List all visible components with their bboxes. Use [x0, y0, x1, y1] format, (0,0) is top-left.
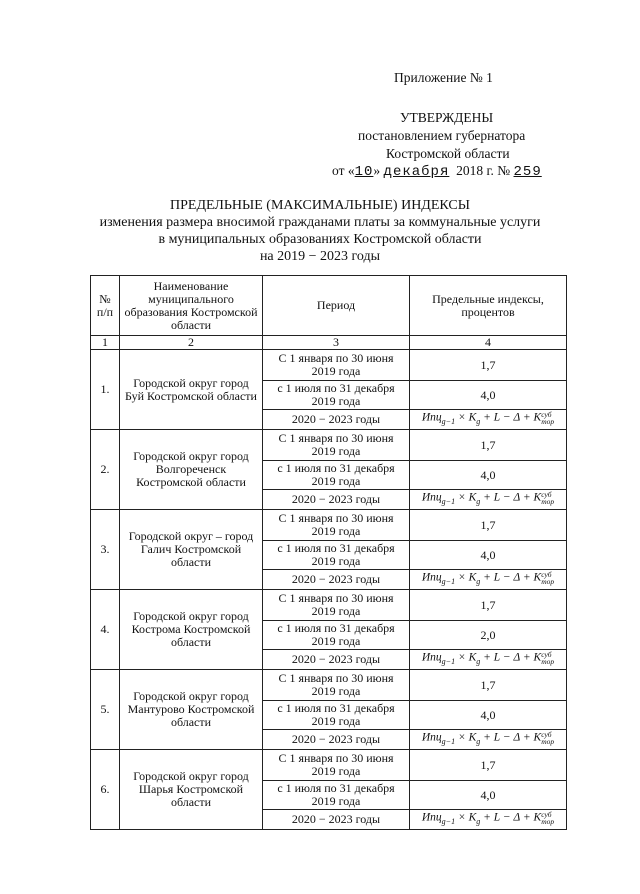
- formula-rest: + L − Δ + K: [483, 411, 542, 424]
- formula-sub: тор: [541, 497, 555, 507]
- column-number: 2: [120, 336, 263, 350]
- column-number: 1: [91, 336, 120, 350]
- doc-title: ПРЕДЕЛЬНЫЕ (МАКСИМАЛЬНЫЕ) ИНДЕКСЫ: [170, 198, 470, 213]
- formula-base-sub: g−1: [441, 816, 456, 826]
- column-number: 3: [263, 336, 410, 350]
- index-formula: [410, 490, 567, 510]
- period-cell: с 1 июля по 31 декабря 2019 года: [263, 381, 410, 410]
- doc-subtitle-3: на 2019 − 2023 годы: [259, 249, 381, 264]
- period-cell: 2020 − 2023 годы: [263, 490, 410, 510]
- column-number-row: [91, 336, 567, 350]
- indices-table: [90, 275, 567, 830]
- formula-times: × K: [457, 411, 477, 424]
- period-cell: С 1 января по 30 июня 2019 года: [263, 590, 410, 621]
- municipality-name: Городской округ город Кострома Костромской области: [120, 590, 263, 670]
- index-value: 4,0: [410, 701, 567, 730]
- formula-base: Иnц: [421, 731, 442, 744]
- formula-sup: суб: [541, 650, 552, 660]
- date-prefix: от «: [332, 163, 355, 178]
- formula-rest: + L − Δ + K: [483, 811, 542, 824]
- formula-times: × K: [457, 491, 477, 504]
- index-value: 4,0: [410, 461, 567, 490]
- appendix-label: Приложение № 1: [394, 70, 493, 85]
- index-value: 4,0: [410, 381, 567, 410]
- formula-sup: суб: [541, 490, 552, 500]
- table-row: [91, 350, 567, 381]
- index-value: 1,7: [410, 750, 567, 781]
- decree-number: 259: [513, 164, 542, 180]
- row-number: 4.: [91, 590, 120, 670]
- index-value: 1,7: [410, 510, 567, 541]
- index-formula: [410, 650, 567, 670]
- formula-rest: + L − Δ + K: [483, 491, 542, 504]
- region-line: Костромской области: [386, 146, 510, 161]
- index-value: 4,0: [410, 541, 567, 570]
- doc-subtitle-2: в муниципальных образованиях Костромской области: [158, 232, 482, 247]
- period-cell: с 1 июля по 31 декабря 2019 года: [263, 781, 410, 810]
- formula-base: Иnц: [421, 651, 442, 664]
- table-row: [91, 430, 567, 461]
- index-formula: [410, 570, 567, 590]
- period-cell: с 1 июля по 31 декабря 2019 года: [263, 621, 410, 650]
- approved-by-line: постановлением губернатора: [358, 128, 526, 143]
- formula-base: Иnц: [421, 571, 442, 584]
- table-row: [91, 510, 567, 541]
- period-cell: С 1 января по 30 июня 2019 года: [263, 510, 410, 541]
- approval-date: [332, 163, 542, 180]
- date-month: декабря: [383, 164, 450, 180]
- formula-sub: тор: [541, 737, 555, 747]
- table-header-row: [91, 276, 567, 336]
- formula-base-sub: g−1: [441, 576, 456, 586]
- index-formula: [410, 410, 567, 430]
- header-period: Период: [263, 276, 410, 336]
- period-cell: С 1 января по 30 июня 2019 года: [263, 350, 410, 381]
- formula-k-sub: g: [476, 736, 481, 746]
- index-formula: [410, 810, 567, 830]
- formula-base: Иnц: [421, 411, 442, 424]
- index-value: 1,7: [410, 670, 567, 701]
- period-cell: 2020 − 2023 годы: [263, 570, 410, 590]
- formula-sub: тор: [541, 577, 555, 587]
- index-value: 2,0: [410, 621, 567, 650]
- formula-base-sub: g−1: [441, 736, 456, 746]
- formula-k-sub: g: [476, 576, 481, 586]
- column-number: 4: [410, 336, 567, 350]
- formula-sub: тор: [541, 817, 555, 827]
- period-cell: 2020 − 2023 годы: [263, 730, 410, 750]
- period-cell: 2020 − 2023 годы: [263, 650, 410, 670]
- formula-k-sub: g: [476, 816, 481, 826]
- formula-base-sub: g−1: [441, 496, 456, 506]
- date-day: 10: [354, 164, 374, 180]
- formula-base-sub: g−1: [441, 416, 456, 426]
- doc-subtitle-1: изменения размера вносимой гражданами платы за коммунальные услуги: [99, 215, 541, 230]
- period-cell: с 1 июля по 31 декабря 2019 года: [263, 701, 410, 730]
- formula-sup: суб: [541, 730, 552, 740]
- period-cell: С 1 января по 30 июня 2019 года: [263, 430, 410, 461]
- header-num: № п/п: [91, 276, 120, 336]
- formula-base: Иnц: [421, 811, 442, 824]
- period-cell: 2020 − 2023 годы: [263, 410, 410, 430]
- municipality-name: Городской округ – город Галич Костромской области: [120, 510, 263, 590]
- index-value: 1,7: [410, 590, 567, 621]
- index-value: 1,7: [410, 430, 567, 461]
- row-number: 6.: [91, 750, 120, 830]
- municipality-name: Городской округ город Буй Костромской области: [120, 350, 263, 430]
- index-formula: [410, 730, 567, 750]
- formula-times: × K: [457, 651, 477, 664]
- row-number: 2.: [91, 430, 120, 510]
- formula-sup: суб: [541, 410, 552, 420]
- formula-sub: тор: [541, 657, 555, 667]
- formula-rest: + L − Δ + K: [483, 571, 542, 584]
- formula-rest: + L − Δ + K: [483, 731, 542, 744]
- header-index: Предельные индексы, процентов: [410, 276, 567, 336]
- formula-k-sub: g: [476, 656, 481, 666]
- table-row: [91, 750, 567, 781]
- row-number: 5.: [91, 670, 120, 750]
- approved-label: УТВЕРЖДЕНЫ: [400, 110, 494, 125]
- period-cell: 2020 − 2023 годы: [263, 810, 410, 830]
- period-cell: С 1 января по 30 июня 2019 года: [263, 750, 410, 781]
- period-cell: с 1 июля по 31 декабря 2019 года: [263, 461, 410, 490]
- formula-sub: тор: [541, 417, 555, 427]
- row-number: 1.: [91, 350, 120, 430]
- row-number: 3.: [91, 510, 120, 590]
- index-value: 1,7: [410, 350, 567, 381]
- municipality-name: Городской округ город Мантурово Костромской области: [120, 670, 263, 750]
- formula-times: × K: [457, 811, 477, 824]
- formula-sup: суб: [541, 570, 552, 580]
- municipality-name: Городской округ город Шарья Костромской области: [120, 750, 263, 830]
- table-row: [91, 670, 567, 701]
- date-mid: »: [373, 163, 381, 178]
- period-cell: С 1 января по 30 июня 2019 года: [263, 670, 410, 701]
- formula-k-sub: g: [476, 496, 481, 506]
- formula-base: Иnц: [421, 491, 442, 504]
- formula-k-sub: g: [476, 416, 481, 426]
- municipality-name: Городской округ город Волгореченск Костромской области: [120, 430, 263, 510]
- period-cell: с 1 июля по 31 декабря 2019 года: [263, 541, 410, 570]
- date-year: 2018 г. №: [456, 163, 511, 178]
- index-value: 4,0: [410, 781, 567, 810]
- table-row: [91, 590, 567, 621]
- formula-times: × K: [457, 731, 477, 744]
- formula-rest: + L − Δ + K: [483, 651, 542, 664]
- formula-base-sub: g−1: [441, 656, 456, 666]
- formula-times: × K: [457, 571, 477, 584]
- header-name: Наименование муниципального образования Костромской области: [120, 276, 263, 336]
- formula-sup: суб: [541, 810, 552, 820]
